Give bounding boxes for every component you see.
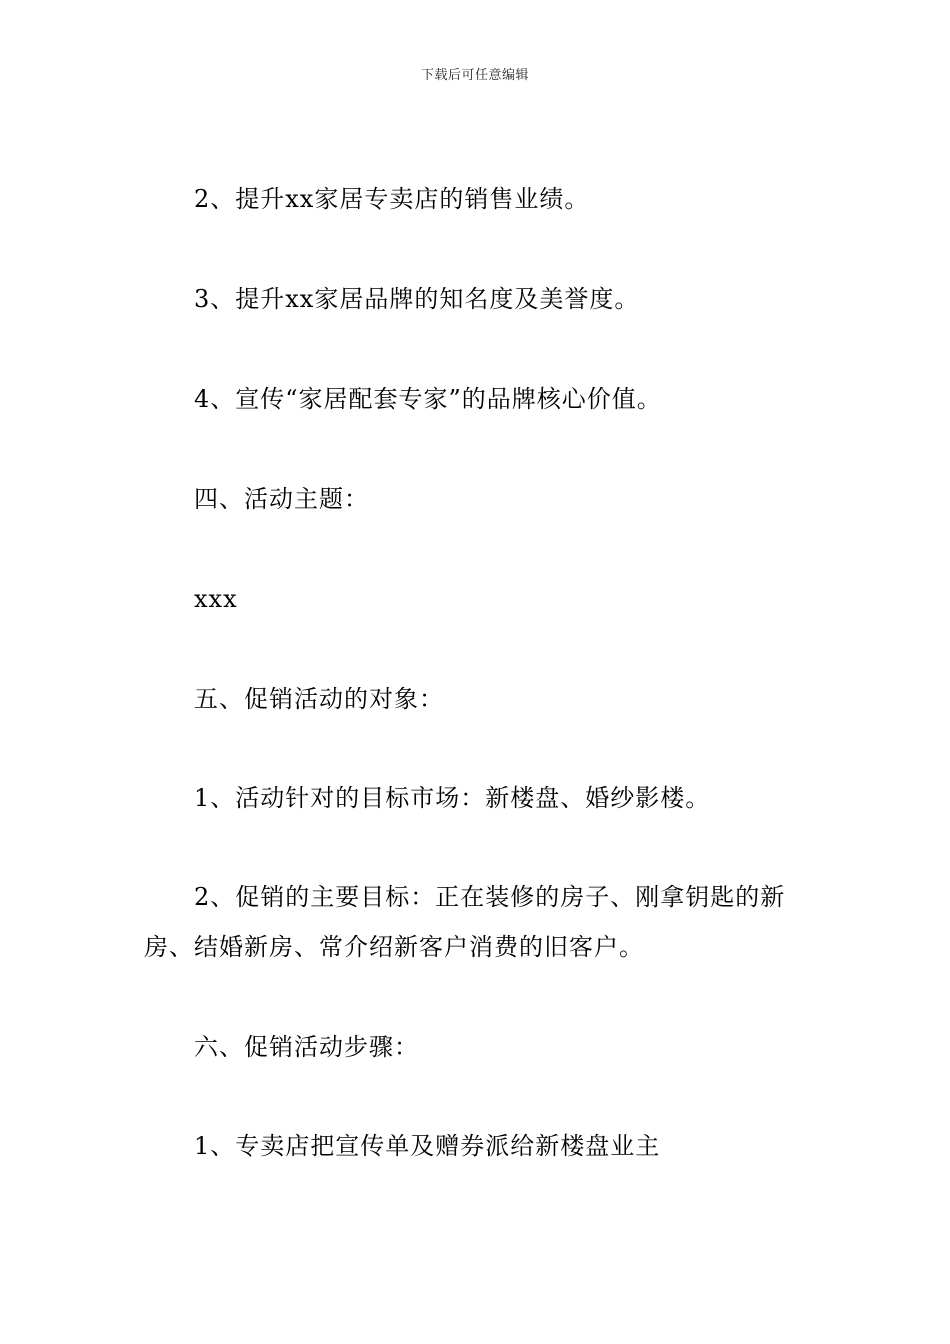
paragraph-goal-4: 4、宣传“家居配套专家”的品牌核心价值。 xyxy=(194,385,662,413)
section-heading-audience: 五、促销活动的对象： xyxy=(194,685,444,713)
paragraph-goal-2: 2、提升xx家居专卖店的销售业绩。 xyxy=(194,185,590,213)
paragraph-target-market: 1、活动针对的目标市场：新楼盘、婚纱影楼。 xyxy=(194,784,711,812)
paragraph-main-target: 2、促销的主要目标：正在装修的房子、刚拿钥匙的新房、结婚新房、常介绍新客户消费的旧客户。 xyxy=(144,883,786,961)
section-heading-theme: 四、活动主题： xyxy=(194,485,369,513)
theme-text: xxx xyxy=(194,585,238,613)
paragraph-step-1: 1、专卖店把宣传单及赠券派给新楼盘业主 xyxy=(194,1132,661,1160)
section-heading-steps: 六、促销活动步骤： xyxy=(194,1033,419,1061)
paragraph-goal-3: 3、提升xx家居品牌的知名度及美誉度。 xyxy=(194,285,640,313)
header-note: 下载后可任意编辑 xyxy=(420,68,529,83)
